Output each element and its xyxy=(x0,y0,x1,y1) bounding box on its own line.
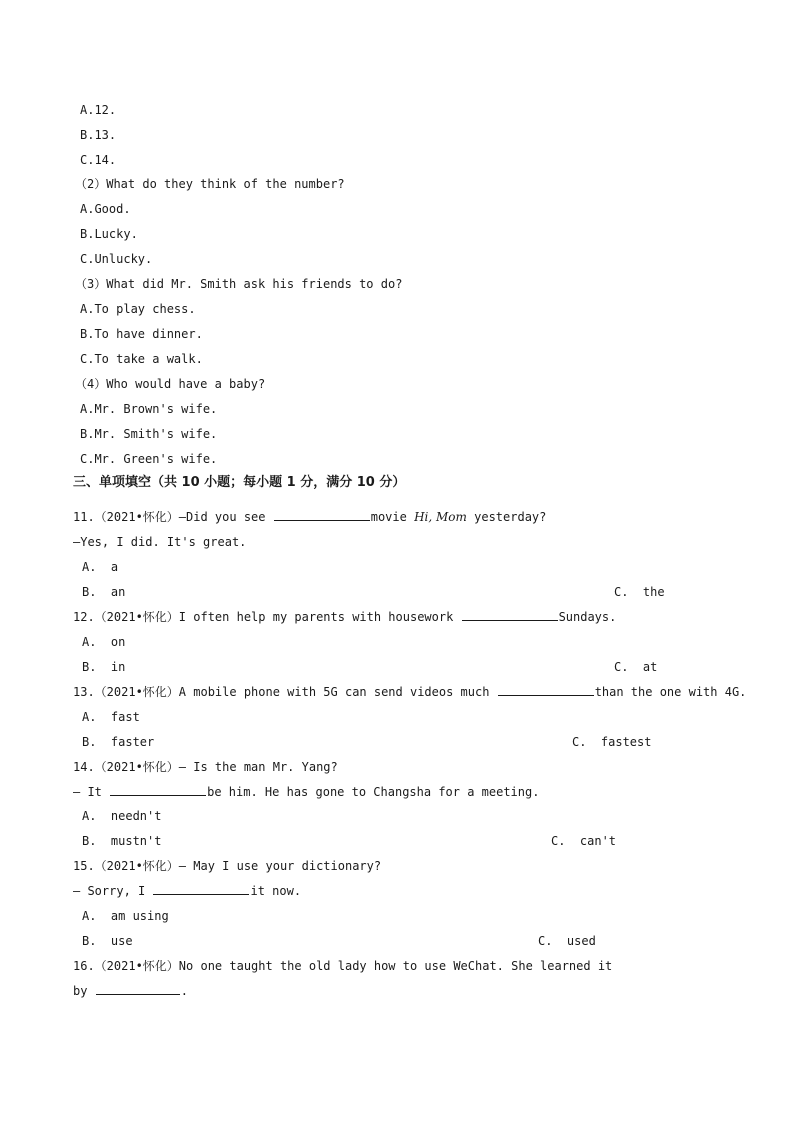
question-14-reply-suffix: be him. He has gone to Changsha for a meeting. xyxy=(207,785,540,799)
option-a-q12: A. on xyxy=(82,635,126,649)
answer-blank xyxy=(498,684,594,696)
option-b-prev-3: B.To have dinner. xyxy=(80,327,203,341)
option-b-q14: B. mustn't xyxy=(82,834,162,848)
option-c-prev-4: C.Mr. Green's wife. xyxy=(80,452,218,466)
question-12 xyxy=(73,609,616,625)
question-13-suffix: than the one with 4G. xyxy=(594,685,747,699)
option-b-prev-2: B.Lucky. xyxy=(80,227,138,241)
option-b-q11: B. an xyxy=(82,585,126,599)
sub-question-3: （3）What did Mr. Smith ask his friends to do? xyxy=(75,277,403,291)
question-11 xyxy=(73,509,546,525)
section-heading: 三、单项填空（共 10 小题；每小题 1 分，满分 10 分） xyxy=(73,475,406,490)
question-13 xyxy=(73,684,746,700)
option-c-q15: C. used xyxy=(538,934,596,948)
question-14-reply-prefix: — It xyxy=(73,785,110,799)
option-c-q11: C. the xyxy=(614,585,665,599)
option-a-prev-2: A.Good. xyxy=(80,202,131,216)
question-15-reply-prefix: — Sorry, I xyxy=(73,884,153,898)
question-15: 15.（2021•怀化）— May I use your dictionary? xyxy=(73,859,382,873)
option-a-prev-4: A.Mr. Brown's wife. xyxy=(80,402,218,416)
option-a-q15: A. am using xyxy=(82,909,169,923)
question-12-prefix: 12.（2021•怀化）I often help my parents with housework xyxy=(73,610,461,624)
answer-blank xyxy=(96,983,180,995)
question-16: 16.（2021•怀化）No one taught the old lady how to use WeChat. She learned it xyxy=(73,959,613,973)
question-11-reply: —Yes, I did. It's great. xyxy=(73,535,247,549)
question-14-reply xyxy=(73,784,539,800)
option-a-q13: A. fast xyxy=(82,710,140,724)
option-c-q13: C. fastest xyxy=(572,735,652,749)
option-a-q11: A. a xyxy=(82,560,119,574)
option-c-q12: C. at xyxy=(614,660,658,674)
option-a-prev-3: A.To play chess. xyxy=(80,302,196,316)
option-b-q15: B. use xyxy=(82,934,133,948)
question-15-reply xyxy=(73,883,301,899)
option-c-prev-2: C.Unlucky. xyxy=(80,252,153,266)
question-11-prefix: 11.（2021•怀化）—Did you see xyxy=(73,510,273,524)
option-c-q14: C. can't xyxy=(551,834,617,848)
question-16-line2-suffix: . xyxy=(180,984,188,998)
question-11-mid: movie xyxy=(370,510,415,524)
question-15-reply-suffix: it now. xyxy=(250,884,302,898)
answer-blank xyxy=(462,609,558,621)
question-16-line2-prefix: by xyxy=(73,984,95,998)
answer-blank xyxy=(153,883,249,895)
sub-question-4: （4）Who would have a baby? xyxy=(75,377,266,391)
answer-blank xyxy=(274,509,370,521)
question-11-suffix: yesterday? xyxy=(466,510,547,524)
question-12-suffix: Sundays. xyxy=(558,610,617,624)
option-b-q12: B. in xyxy=(82,660,126,674)
option-c-prev-3: C.To take a walk. xyxy=(80,352,203,366)
option-a-prev-1: A.12. xyxy=(80,103,117,117)
option-b-prev-1: B.13. xyxy=(80,128,117,142)
option-b-prev-4: B.Mr. Smith's wife. xyxy=(80,427,218,441)
question-14: 14.（2021•怀化）— Is the man Mr. Yang? xyxy=(73,760,338,774)
answer-blank xyxy=(110,784,206,796)
sub-question-2: （2）What do they think of the number? xyxy=(75,177,345,191)
option-a-q14: A. needn't xyxy=(82,809,162,823)
movie-title: Hi, Mom xyxy=(414,510,467,524)
option-b-q13: B. faster xyxy=(82,735,155,749)
question-13-prefix: 13.（2021•怀化）A mobile phone with 5G can send videos much xyxy=(73,685,497,699)
option-c-prev-1: C.14. xyxy=(80,153,117,167)
question-16-line2 xyxy=(73,983,188,999)
